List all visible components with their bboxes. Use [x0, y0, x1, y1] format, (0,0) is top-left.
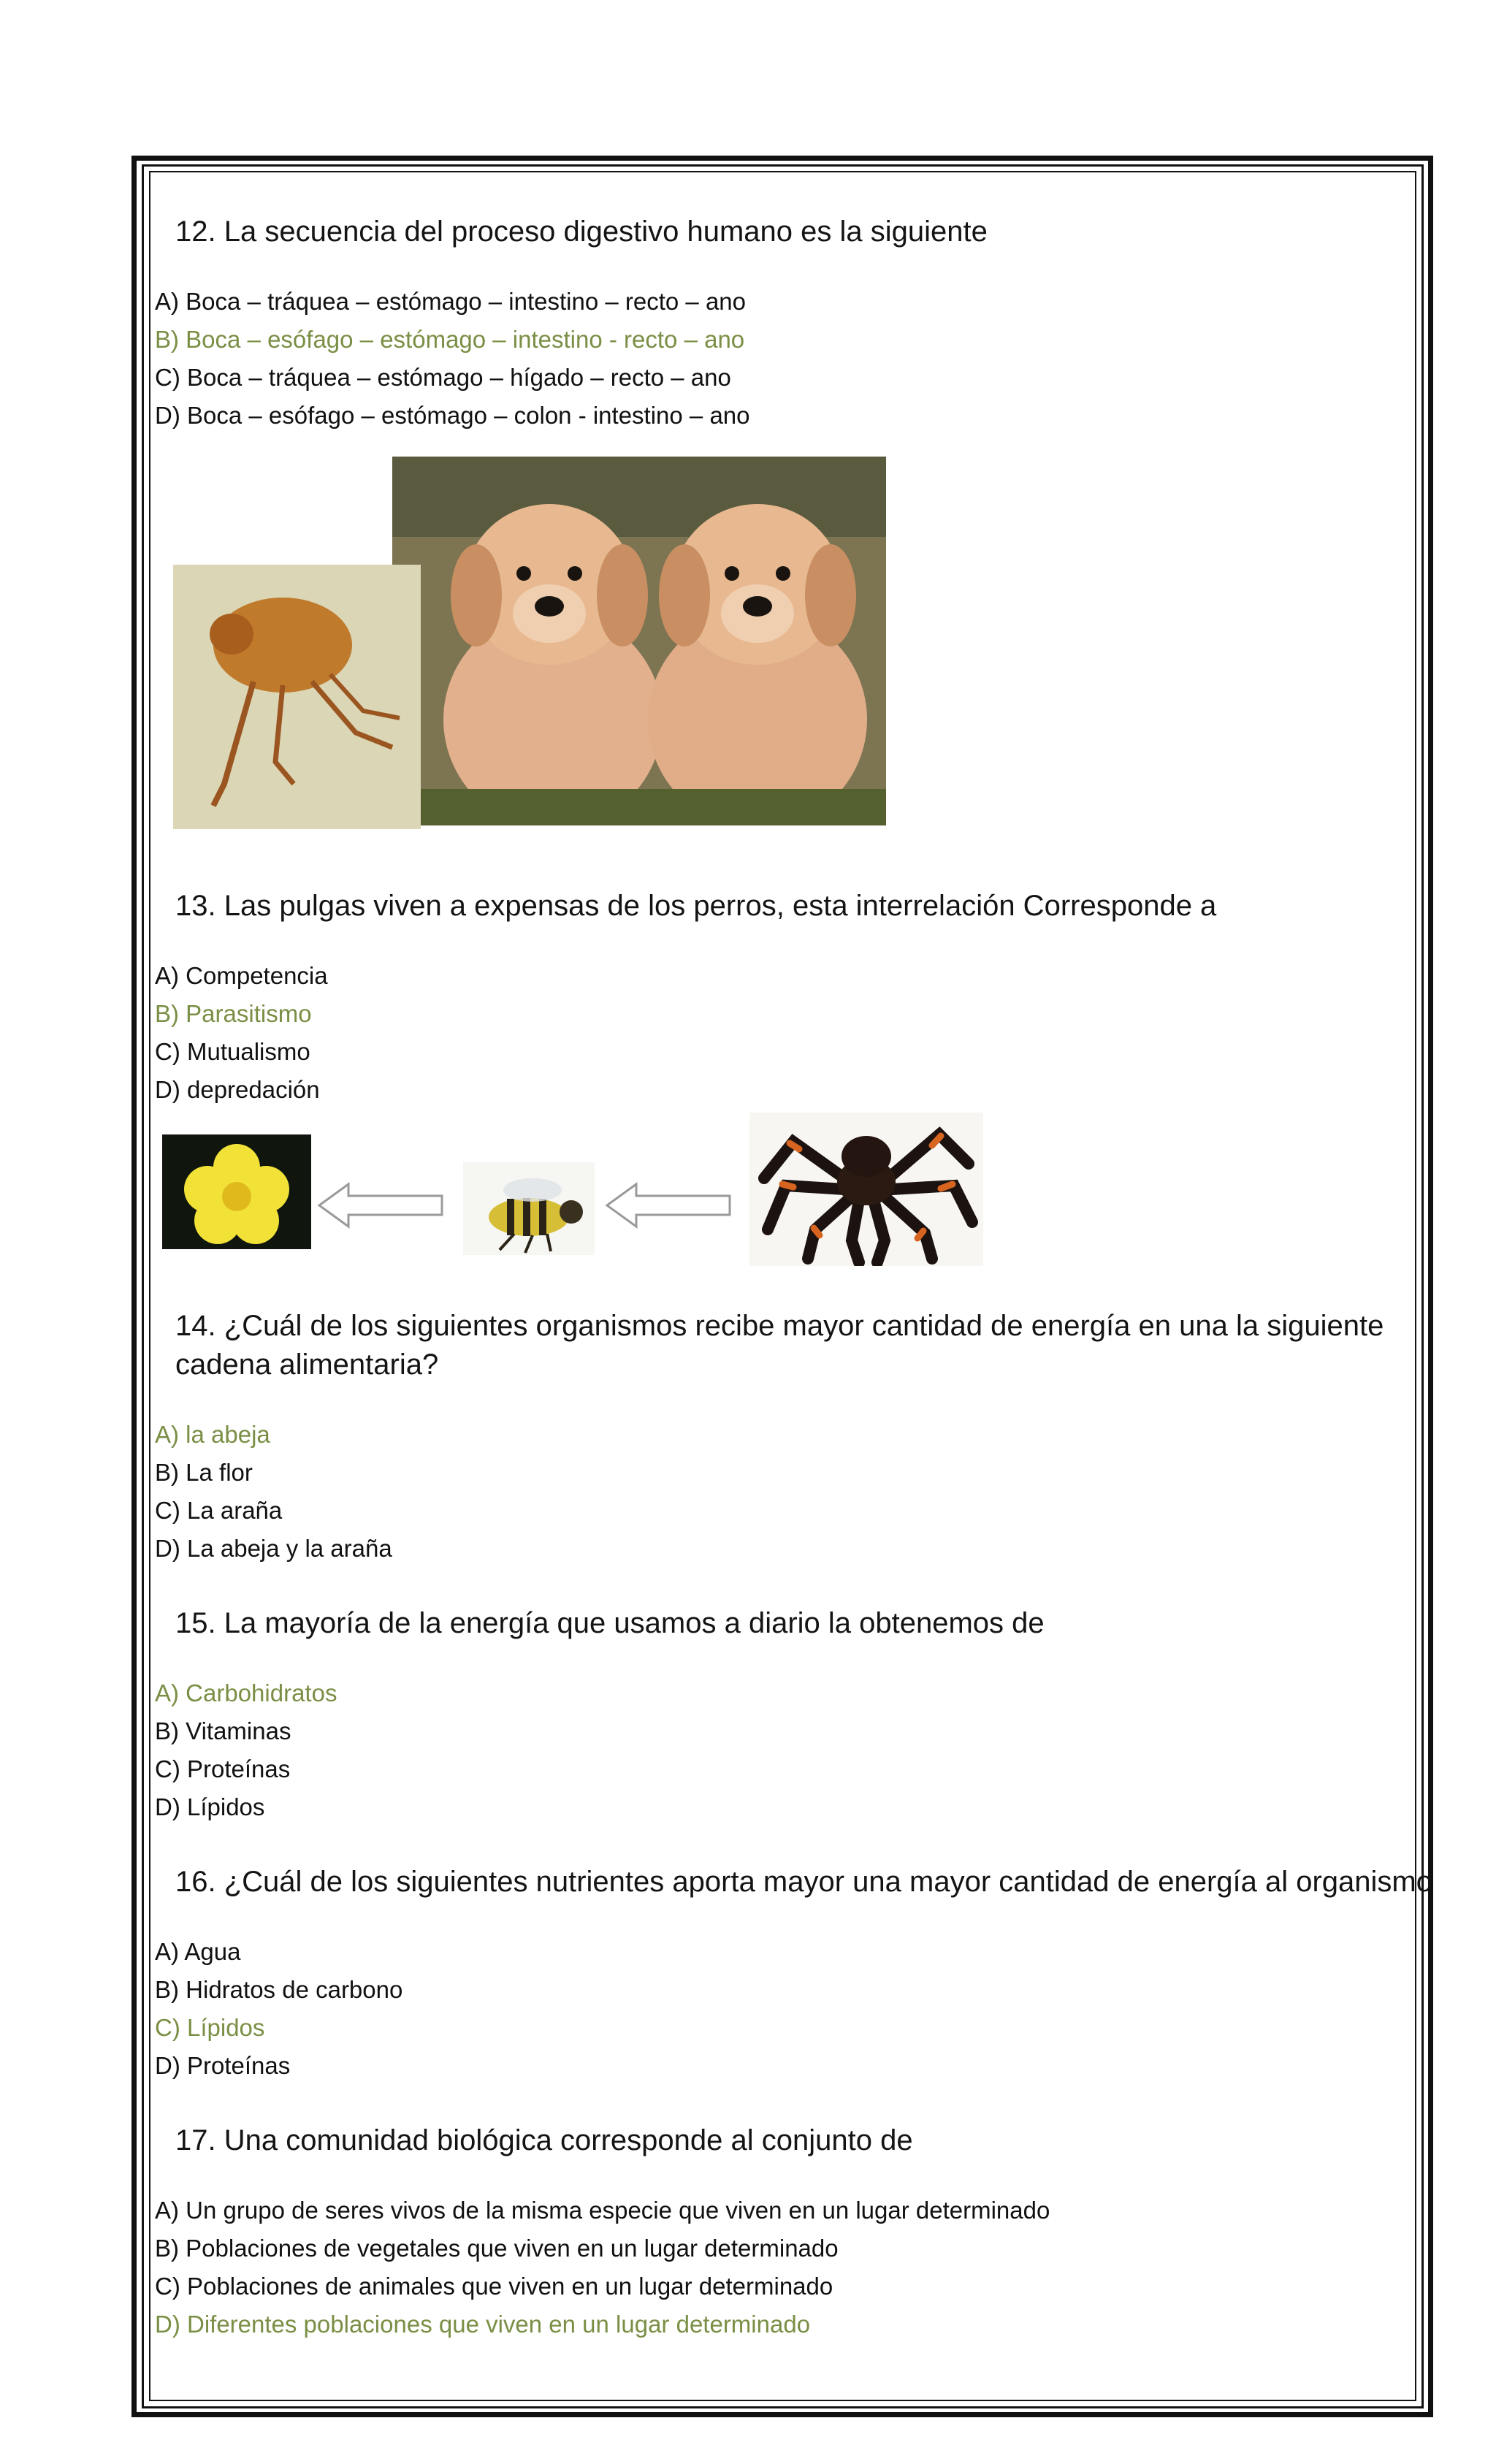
q15-option-d: D) Lípidos: [155, 1793, 265, 1820]
flea-photo: [173, 565, 421, 829]
question-13: 13. Las pulgas viven a expensas de los perros, esta interrelación Corresponde a: [175, 890, 1217, 922]
bee-photo: [463, 1162, 595, 1255]
question-14: 14. ¿Cuál de los siguientes organismos recibe mayor cantidad de energía en una la siguiente cadena alimentaria?: [175, 1310, 1384, 1381]
q12-option-b: B) Boca – esófago – estómago – intestino - recto – ano: [155, 326, 745, 353]
arrow-left-icon: [316, 1181, 445, 1229]
question-15: 15. La mayoría de la energía que usamos a diario la obtenemos de: [175, 1607, 1045, 1639]
q13-option-a: A) Competencia: [155, 962, 328, 989]
q16-option-b: B) Hidratos de carbono: [155, 1976, 403, 2003]
q14-option-a: A) la abeja: [155, 1421, 270, 1448]
q17-option-b: B) Poblaciones de vegetales que viven en un lugar determinado: [155, 2235, 839, 2262]
q15-option-b: B) Vitaminas: [155, 1717, 291, 1744]
q12-option-d: D) Boca – esófago – estómago – colon - intestino – ano: [155, 402, 750, 429]
q17-option-d: D) Diferentes poblaciones que viven en un lugar determinado: [155, 2311, 811, 2338]
q15-option-c: C) Proteínas: [155, 1755, 291, 1782]
q14-option-d: D) La abeja y la araña: [155, 1535, 392, 1562]
q13-option-b: B) Parasitismo: [155, 1000, 312, 1027]
q17-option-a: A) Un grupo de seres vivos de la misma especie que viven en un lugar determinado: [155, 2197, 1050, 2224]
q16-option-a: A) Agua: [155, 1938, 241, 1965]
q17-option-c: C) Poblaciones de animales que viven en un lugar determinado: [155, 2273, 833, 2300]
arrow-left-icon: [604, 1181, 733, 1229]
q15-option-a: A) Carbohidratos: [155, 1679, 337, 1706]
q12-option-a: A) Boca – tráquea – estómago – intestino – recto – ano: [155, 288, 747, 315]
question-12: 12. La secuencia del proceso digestivo humano es la siguiente: [175, 215, 988, 248]
q14-option-c: C) La araña: [155, 1497, 283, 1524]
puppies-photo: [392, 457, 886, 825]
spider-photo: [749, 1113, 983, 1266]
q12-option-c: C) Boca – tráquea – estómago – hígado – recto – ano: [155, 364, 731, 391]
question-17: 17. Una comunidad biológica corresponde al conjunto de: [175, 2124, 913, 2156]
flower-photo: [162, 1134, 311, 1249]
q13-option-c: C) Mutualismo: [155, 1038, 310, 1065]
question-16: 16. ¿Cuál de los siguientes nutrientes aporta mayor una mayor cantidad de energía al organismo: [175, 1866, 1432, 1898]
q16-option-d: D) Proteínas: [155, 2052, 291, 2079]
q13-option-d: D) depredación: [155, 1076, 320, 1103]
q16-option-c: C) Lípidos: [155, 2014, 265, 2041]
q14-option-b: B) La flor: [155, 1459, 253, 1486]
